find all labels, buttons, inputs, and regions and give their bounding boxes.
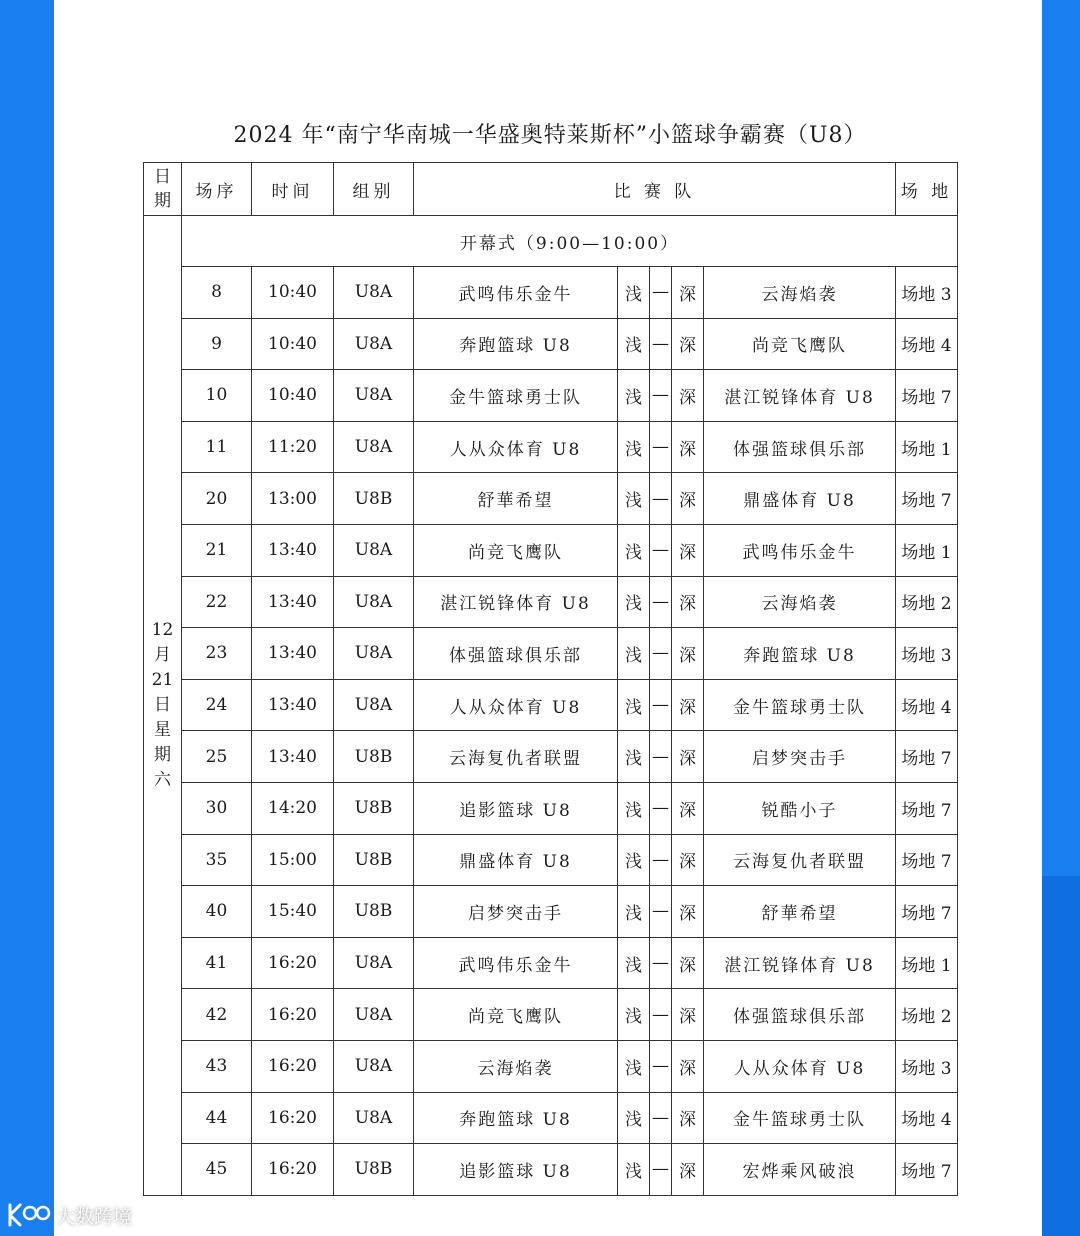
match-time: 13:40: [252, 731, 334, 783]
match-time: 16:20: [252, 937, 334, 989]
match-time: 13:40: [252, 628, 334, 680]
match-order: 44: [182, 1092, 252, 1144]
ceremony-row: [144, 216, 958, 267]
match-order: 20: [182, 473, 252, 525]
match-group: U8A: [334, 679, 414, 731]
header-teams: 比 赛 队: [414, 163, 896, 216]
dark-label: 深: [672, 782, 704, 834]
match-time: 15:00: [252, 834, 334, 886]
match-time: 11:20: [252, 421, 334, 473]
dark-label: 深: [672, 473, 704, 525]
match-order: 11: [182, 421, 252, 473]
match-order: 9: [182, 318, 252, 370]
match-order: 43: [182, 1040, 252, 1092]
vs-dash: —: [650, 782, 672, 834]
vs-dash: —: [650, 834, 672, 886]
light-label: 浅: [618, 937, 650, 989]
team-dark: 锐酷小子: [704, 782, 896, 834]
light-label: 浅: [618, 989, 650, 1041]
team-light: 金牛篮球勇士队: [414, 370, 618, 422]
match-order: 42: [182, 989, 252, 1041]
venue: 场地 7: [896, 886, 958, 938]
table-row: [144, 989, 958, 1041]
watermark: [6, 1200, 132, 1230]
team-dark: 启梦突击手: [704, 731, 896, 783]
table-row: [144, 473, 958, 525]
match-group: U8B: [334, 834, 414, 886]
venue: 场地 2: [896, 576, 958, 628]
table-row: [144, 267, 958, 319]
team-dark: 云海复仇者联盟: [704, 834, 896, 886]
team-light: 尚竞飞鹰队: [414, 524, 618, 576]
match-group: U8A: [334, 524, 414, 576]
team-dark: 武鸣伟乐金牛: [704, 524, 896, 576]
table-row: [144, 1144, 958, 1196]
vs-dash: —: [650, 628, 672, 680]
match-group: U8A: [334, 1040, 414, 1092]
table-row: [144, 782, 958, 834]
table-row: [144, 731, 958, 783]
match-group: U8B: [334, 473, 414, 525]
opening-ceremony: 开幕式（9:00—10:00）: [182, 216, 958, 267]
venue: 场地 1: [896, 937, 958, 989]
match-order: 24: [182, 679, 252, 731]
dark-label: 深: [672, 937, 704, 989]
dark-label: 深: [672, 628, 704, 680]
team-light: 舒華希望: [414, 473, 618, 525]
team-dark: 体强篮球俱乐部: [704, 421, 896, 473]
team-dark: 尚竞飞鹰队: [704, 318, 896, 370]
match-group: U8A: [334, 937, 414, 989]
light-label: 浅: [618, 318, 650, 370]
match-order: 40: [182, 886, 252, 938]
team-light: 启梦突击手: [414, 886, 618, 938]
match-group: U8B: [334, 1144, 414, 1196]
light-label: 浅: [618, 731, 650, 783]
vs-dash: —: [650, 937, 672, 989]
page-title: 2024 年“南宁华南城一华盛奥特莱斯杯”小篮球争霸赛（U8）: [233, 123, 867, 148]
match-time: 15:40: [252, 886, 334, 938]
light-label: 浅: [618, 886, 650, 938]
table-row: [144, 576, 958, 628]
team-dark: 鼎盛体育 U8: [704, 473, 896, 525]
vs-dash: —: [650, 731, 672, 783]
dark-label: 深: [672, 989, 704, 1041]
vs-dash: —: [650, 1144, 672, 1196]
match-group: U8A: [334, 370, 414, 422]
venue: 场地 3: [896, 628, 958, 680]
header-date: 日 期: [144, 163, 182, 216]
table-row: [144, 886, 958, 938]
dark-label: 深: [672, 1040, 704, 1092]
dark-label: 深: [672, 886, 704, 938]
schedule-table: [143, 162, 958, 1196]
match-group: U8A: [334, 628, 414, 680]
vs-dash: —: [650, 1040, 672, 1092]
team-light: 人从众体育 U8: [414, 421, 618, 473]
match-time: 16:20: [252, 989, 334, 1041]
match-order: 8: [182, 267, 252, 319]
venue: 场地 7: [896, 834, 958, 886]
team-light: 体强篮球俱乐部: [414, 628, 618, 680]
match-group: U8A: [334, 576, 414, 628]
venue: 场地 7: [896, 731, 958, 783]
match-order: 30: [182, 782, 252, 834]
team-dark: 湛江锐锋体育 U8: [704, 937, 896, 989]
match-order: 41: [182, 937, 252, 989]
vs-dash: —: [650, 1092, 672, 1144]
vs-dash: —: [650, 267, 672, 319]
match-time: 13:40: [252, 524, 334, 576]
date-cell: 12 月 21 日 星 期 六: [144, 216, 182, 1196]
light-label: 浅: [618, 1144, 650, 1196]
team-dark: 金牛篮球勇士队: [704, 679, 896, 731]
dark-label: 深: [672, 318, 704, 370]
team-dark: 人从众体育 U8: [704, 1040, 896, 1092]
team-dark: 金牛篮球勇士队: [704, 1092, 896, 1144]
team-dark: 体强篮球俱乐部: [704, 989, 896, 1041]
match-group: U8A: [334, 421, 414, 473]
dark-label: 深: [672, 731, 704, 783]
team-dark: 舒華希望: [704, 886, 896, 938]
header-group: 组别: [334, 163, 414, 216]
light-label: 浅: [618, 576, 650, 628]
match-group: U8B: [334, 886, 414, 938]
light-label: 浅: [618, 1092, 650, 1144]
venue: 场地 4: [896, 1092, 958, 1144]
vs-dash: —: [650, 524, 672, 576]
team-light: 武鸣伟乐金牛: [414, 937, 618, 989]
match-time: 14:20: [252, 782, 334, 834]
venue: 场地 1: [896, 524, 958, 576]
team-light: 追影篮球 U8: [414, 782, 618, 834]
right-blue-border-lower: [1042, 876, 1080, 1236]
team-dark: 宏烨乘风破浪: [704, 1144, 896, 1196]
table-row: [144, 834, 958, 886]
team-light: 鼎盛体育 U8: [414, 834, 618, 886]
match-time: 16:20: [252, 1092, 334, 1144]
match-order: 35: [182, 834, 252, 886]
team-dark: 奔跑篮球 U8: [704, 628, 896, 680]
venue: 场地 1: [896, 421, 958, 473]
match-order: 21: [182, 524, 252, 576]
light-label: 浅: [618, 1040, 650, 1092]
venue: 场地 7: [896, 1144, 958, 1196]
left-blue-border: [0, 0, 54, 1236]
venue: 场地 7: [896, 370, 958, 422]
match-order: 22: [182, 576, 252, 628]
table-row: [144, 524, 958, 576]
table-row: [144, 370, 958, 422]
dark-label: 深: [672, 576, 704, 628]
match-group: U8B: [334, 782, 414, 834]
team-light: 武鸣伟乐金牛: [414, 267, 618, 319]
match-time: 13:40: [252, 576, 334, 628]
match-group: U8A: [334, 318, 414, 370]
header-order: 场序: [182, 163, 252, 216]
light-label: 浅: [618, 267, 650, 319]
match-time: 10:40: [252, 318, 334, 370]
match-time: 13:40: [252, 679, 334, 731]
team-light: 人从众体育 U8: [414, 679, 618, 731]
match-time: 13:00: [252, 473, 334, 525]
vs-dash: —: [650, 473, 672, 525]
vs-dash: —: [650, 679, 672, 731]
match-time: 16:20: [252, 1040, 334, 1092]
dark-label: 深: [672, 1144, 704, 1196]
header-time: 时间: [252, 163, 334, 216]
match-time: 10:40: [252, 267, 334, 319]
vs-dash: —: [650, 989, 672, 1041]
team-light: 追影篮球 U8: [414, 1144, 618, 1196]
vs-dash: —: [650, 886, 672, 938]
team-light: 云海焰袭: [414, 1040, 618, 1092]
vs-dash: —: [650, 421, 672, 473]
table-row: [144, 1040, 958, 1092]
header-row: [144, 163, 958, 216]
venue: 场地 4: [896, 679, 958, 731]
dark-label: 深: [672, 421, 704, 473]
light-label: 浅: [618, 421, 650, 473]
light-label: 浅: [618, 524, 650, 576]
light-label: 浅: [618, 628, 650, 680]
vs-dash: —: [650, 318, 672, 370]
venue: 场地 4: [896, 318, 958, 370]
light-label: 浅: [618, 679, 650, 731]
light-label: 浅: [618, 473, 650, 525]
dark-label: 深: [672, 267, 704, 319]
table-row: [144, 679, 958, 731]
header-venue: 场 地: [896, 163, 958, 216]
team-dark: 湛江锐锋体育 U8: [704, 370, 896, 422]
venue: 场地 3: [896, 1040, 958, 1092]
light-label: 浅: [618, 782, 650, 834]
dark-label: 深: [672, 679, 704, 731]
team-light: 湛江锐锋体育 U8: [414, 576, 618, 628]
match-group: U8A: [334, 1092, 414, 1144]
table-row: [144, 1092, 958, 1144]
team-dark: 云海焰袭: [704, 576, 896, 628]
match-time: 16:20: [252, 1144, 334, 1196]
table-row: [144, 318, 958, 370]
dark-label: 深: [672, 524, 704, 576]
table-row: [144, 937, 958, 989]
venue: 场地 2: [896, 989, 958, 1041]
watermark-logo-icon: [6, 1201, 52, 1229]
match-order: 23: [182, 628, 252, 680]
match-group: U8B: [334, 731, 414, 783]
match-time: 10:40: [252, 370, 334, 422]
match-order: 10: [182, 370, 252, 422]
dark-label: 深: [672, 370, 704, 422]
team-light: 奔跑篮球 U8: [414, 318, 618, 370]
venue: 场地 3: [896, 267, 958, 319]
light-label: 浅: [618, 834, 650, 886]
dark-label: 深: [672, 1092, 704, 1144]
match-order: 25: [182, 731, 252, 783]
match-group: U8A: [334, 989, 414, 1041]
dark-label: 深: [672, 834, 704, 886]
team-light: 尚竞飞鹰队: [414, 989, 618, 1041]
team-light: 奔跑篮球 U8: [414, 1092, 618, 1144]
venue: 场地 7: [896, 782, 958, 834]
match-order: 45: [182, 1144, 252, 1196]
light-label: 浅: [618, 370, 650, 422]
venue: 场地 7: [896, 473, 958, 525]
watermark-text: 大数跨境: [56, 1205, 133, 1228]
vs-dash: —: [650, 370, 672, 422]
table-row: [144, 628, 958, 680]
team-light: 云海复仇者联盟: [414, 731, 618, 783]
match-group: U8A: [334, 267, 414, 319]
table-row: [144, 421, 958, 473]
vs-dash: —: [650, 576, 672, 628]
team-dark: 云海焰袭: [704, 267, 896, 319]
